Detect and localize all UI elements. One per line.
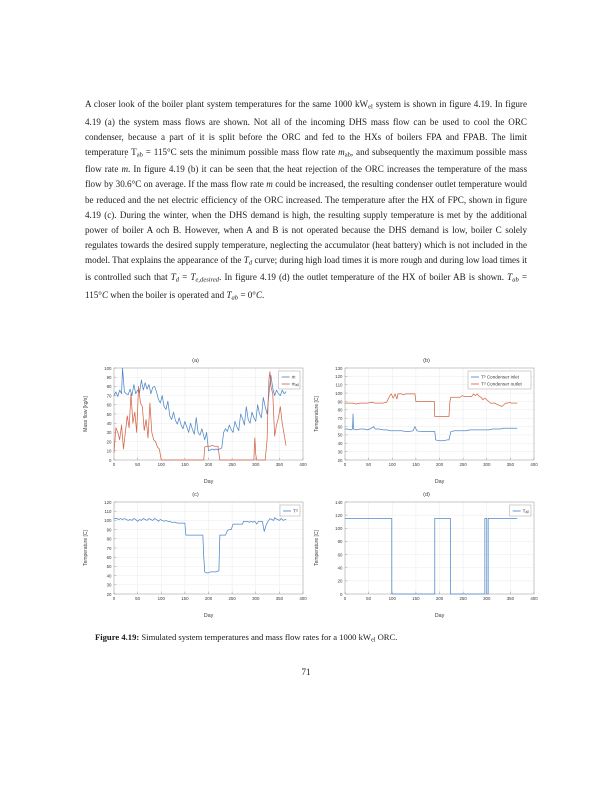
- y-axis-label: Temperature [C]: [314, 396, 320, 432]
- y-axis-label: Temperature [C]: [314, 530, 320, 566]
- tick-label-x: 200: [204, 462, 213, 467]
- tick-label-y: 20: [337, 457, 343, 463]
- tick-label-y: 60: [106, 555, 112, 560]
- body-paragraph: [85, 97, 527, 306]
- chart-b: [311, 352, 542, 486]
- tick-label-x: 150: [412, 462, 420, 467]
- chart-title: (a): [192, 358, 199, 364]
- tick-label-x: 350: [506, 462, 515, 467]
- tick-label-y: 70: [106, 393, 112, 399]
- tick-label-y: 80: [337, 407, 343, 413]
- tick-label-y: 40: [337, 565, 343, 571]
- tick-label-y: 40: [106, 421, 112, 426]
- chart-title: (d): [423, 492, 430, 498]
- legend-label: Tᵈ Condenser outlet: [481, 381, 522, 387]
- legend-label: Tₐᵦ: [522, 508, 529, 514]
- tick-label-y: 100: [104, 518, 112, 524]
- tick-label-x: 150: [181, 462, 189, 467]
- y-axis-label: Mass flow [kg/s]: [83, 396, 89, 432]
- tick-label-y: 130: [335, 365, 343, 371]
- tick-label-x: 400: [299, 462, 307, 467]
- x-axis-label: Day: [434, 613, 445, 619]
- chart-panel-c: [80, 486, 311, 620]
- tick-label-y: 120: [335, 374, 343, 380]
- tick-label-x: 100: [157, 596, 165, 601]
- tick-label-y: 110: [335, 382, 343, 388]
- tick-label-y: 40: [337, 441, 343, 447]
- paragraph-text: A closer look of the boiler plant system temperatures for the same 1000 $kW_{el}$ system is shown in figure 4.19. In figure 4.19 (a) the system mass flows are shown. Not all of the incoming DHS mass flow can be used to cool the ORC condenser, because a part of it is split before the ORC and fed to the HXs of boilers FPA and FPAB. The limit temperature $T_{ab} = 115^\circ C$ sets the minimum possible mass flow rate ˙ $m_{ab}$, and subsequently the maximum possible mass flow rate ˙ m. In figure 4.19 (b) it can be seen that the heat rejection of the ORC increases the temperature of the mass flow by 30.6°C on average. If the mass flow rate ˙ m could be increased, the resulting condenser outlet temperature would be reduced and the net electric efficiency of the ORC increased. The temperature after the HX of FPC, shown in figure 4.19 (c). During the winter, when the DHS demand is high, the resulting supply temperature is met by the additional power of boiler A och B. However, when A and B is not operated because the DHS demand is low, boiler C solely regulates towards the desired supply temperature, neglecting the accumulator (heat battery) which is not included in the model. That explains the appearance of the $T_d$ curve; during high load times it is more rough and during low load times it is controlled such that $T_d = T_{e,desired}$. In figure 4.19 (d) the outlet temperature of the HX of boiler AB is shown. $T_{ab} = 115^\circ C$ when the boiler is operated and $T_{ab} = 0^\circ C$.: [85, 97, 527, 306]
- tick-label-y: 20: [337, 578, 343, 584]
- tick-label-x: 350: [275, 596, 284, 601]
- tick-label-x: 100: [388, 462, 396, 467]
- chart-d: [311, 486, 542, 620]
- tick-label-x: 400: [299, 596, 307, 601]
- tick-label-y: 100: [335, 526, 343, 532]
- tick-label-y: 30: [106, 582, 112, 588]
- series-line-T_d: [345, 394, 517, 417]
- series-line-T_d: [114, 518, 286, 573]
- tick-label-y: 100: [335, 390, 343, 396]
- x-axis-label: Day: [203, 479, 214, 485]
- tick-label-x: 300: [252, 596, 260, 601]
- tick-label-x: 50: [366, 462, 372, 467]
- tick-label-y: 30: [337, 449, 343, 455]
- chart-title: (b): [423, 358, 430, 364]
- tick-label-y: 90: [337, 399, 343, 405]
- tick-label-y: 0: [340, 591, 343, 597]
- tick-label-y: 110: [104, 509, 112, 514]
- tick-label-y: 30: [106, 430, 112, 436]
- tick-label-x: 250: [228, 462, 236, 467]
- tick-label-y: 140: [335, 499, 343, 505]
- tick-label-y: 60: [337, 552, 343, 558]
- tick-label-y: 90: [106, 527, 112, 533]
- legend-label: ṁₐᵦ: [291, 381, 299, 387]
- chart-panel-d: [311, 486, 542, 620]
- chart-title: (c): [192, 492, 199, 498]
- tick-label-x: 150: [181, 596, 189, 601]
- tick-label-x: 350: [275, 462, 284, 467]
- tick-label-y: 90: [106, 375, 112, 380]
- tick-label-y: 100: [104, 365, 112, 371]
- tick-label-x: 400: [530, 596, 538, 601]
- tick-label-x: 350: [506, 596, 515, 601]
- tick-label-y: 20: [106, 439, 112, 445]
- tick-label-x: 300: [483, 596, 491, 601]
- tick-label-x: 300: [252, 462, 260, 467]
- tick-label-x: 50: [135, 596, 141, 601]
- tick-label-x: 0: [112, 462, 116, 467]
- tick-label-x: 200: [435, 462, 444, 467]
- tick-label-x: 0: [343, 462, 347, 467]
- tick-label-y: 120: [335, 512, 343, 518]
- legend-label: Tᵇ Condenser inlet: [481, 374, 519, 380]
- tick-label-x: 250: [228, 596, 236, 601]
- tick-label-x: 250: [459, 462, 467, 467]
- series-line-m: [114, 368, 286, 451]
- tick-label-y: 80: [337, 539, 343, 545]
- tick-label-x: 250: [459, 596, 467, 601]
- figure-caption: [95, 631, 527, 647]
- tick-label-y: 120: [104, 499, 112, 505]
- figure-caption-label: Figure 4.19:: [95, 632, 140, 642]
- figure-caption-text: Simulated system temperatures and mass flow rates for a 1000 $kW_{el}$ ORC.: [139, 632, 398, 644]
- legend-label: ṁ: [291, 374, 296, 380]
- tick-label-x: 0: [112, 596, 116, 601]
- tick-label-y: 0: [109, 457, 112, 463]
- tick-label-y: 40: [106, 573, 112, 579]
- x-axis-label: Day: [203, 613, 214, 619]
- tick-label-y: 70: [337, 415, 343, 421]
- tick-label-y: 50: [106, 564, 112, 570]
- tick-label-y: 10: [106, 448, 112, 454]
- figure-4-19: [80, 352, 543, 620]
- tick-label-x: 50: [366, 596, 372, 601]
- tick-label-x: 200: [204, 596, 213, 601]
- tick-label-x: 150: [412, 596, 420, 601]
- tick-label-y: 20: [106, 591, 112, 597]
- tick-label-x: 100: [157, 462, 165, 467]
- chart-panel-b: [311, 352, 542, 486]
- x-axis-label: Day: [434, 479, 445, 485]
- tick-label-x: 50: [135, 462, 141, 467]
- chart-panel-a: [80, 352, 311, 486]
- tick-label-x: 0: [343, 596, 347, 601]
- tick-label-y: 50: [337, 432, 343, 438]
- chart-a: [80, 352, 311, 486]
- series-line-T_ab: [345, 518, 517, 594]
- tick-label-x: 200: [435, 596, 444, 601]
- tick-label-y: 60: [337, 424, 343, 430]
- tick-label-y: 80: [106, 536, 112, 542]
- tick-label-y: 80: [106, 384, 112, 390]
- legend-label: Tᵈ: [293, 508, 298, 514]
- tick-label-y: 70: [106, 545, 112, 551]
- tick-label-y: 50: [106, 411, 112, 417]
- y-axis-label: Temperature [C]: [83, 530, 89, 566]
- tick-label-x: 400: [530, 462, 538, 467]
- chart-c: [80, 486, 311, 620]
- tick-label-x: 100: [388, 596, 396, 601]
- page-number: 71: [301, 667, 311, 677]
- tick-label-y: 60: [106, 402, 112, 408]
- tick-label-x: 300: [483, 462, 491, 467]
